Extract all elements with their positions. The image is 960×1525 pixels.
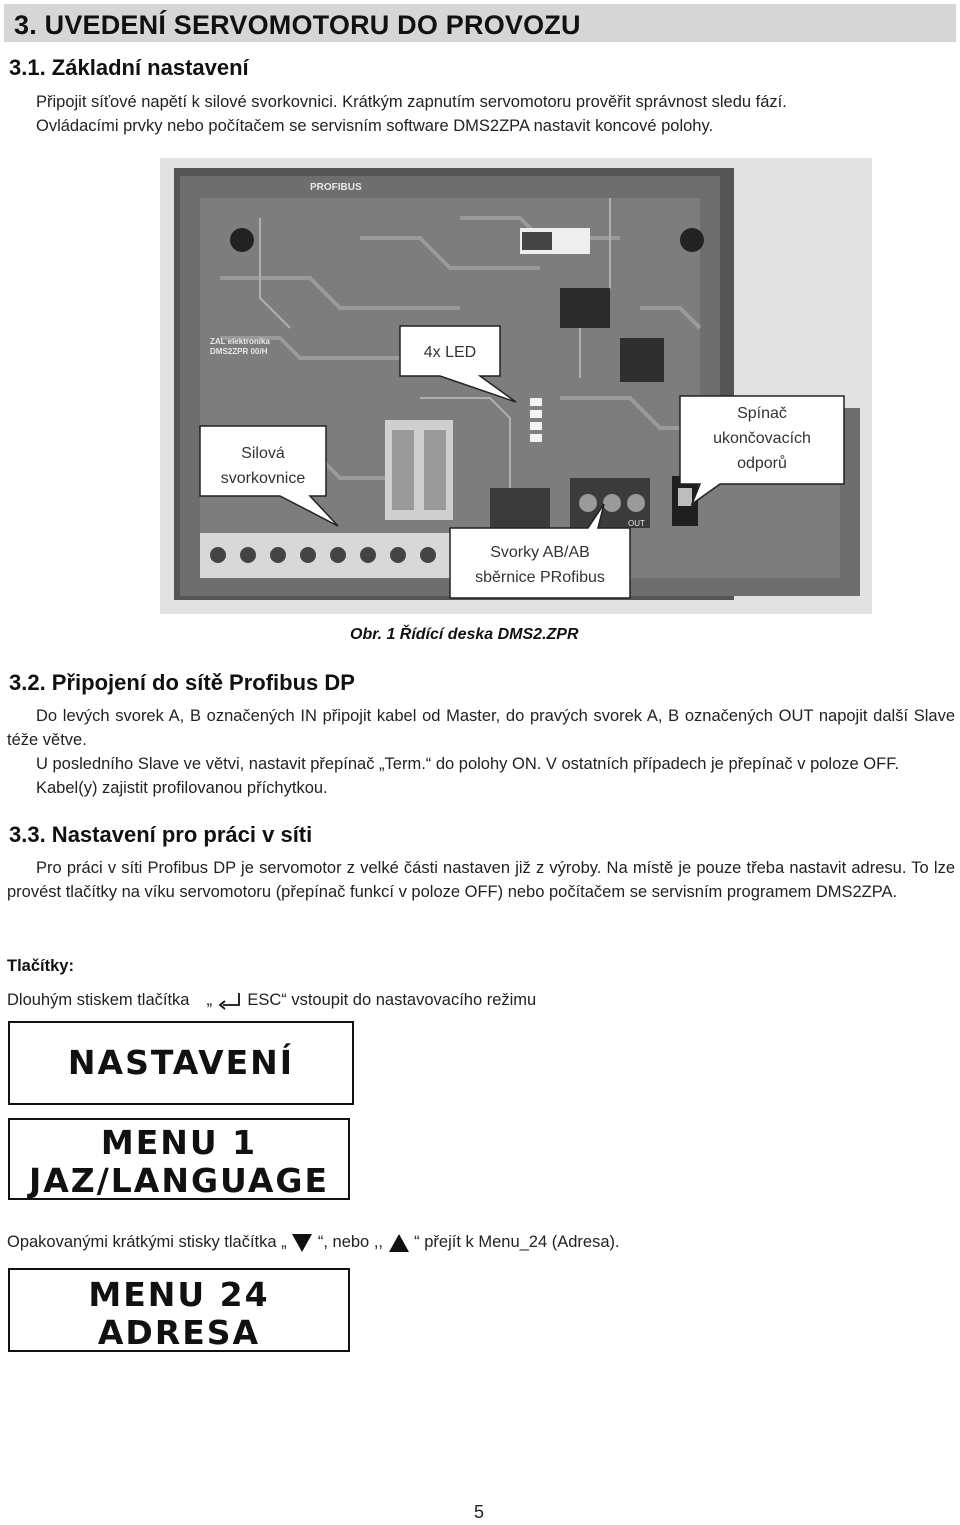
board-label: PROFIBUS xyxy=(310,182,362,193)
short-press-instruction xyxy=(7,1230,620,1254)
display-menu-1-line-1: MENU 1 xyxy=(100,1123,258,1162)
figure-caption: Obr. 1 Řídící deska DMS2.ZPR xyxy=(350,626,579,643)
s32-paragraph-3: Kabel(y) zajistit profilovanou příchytkou. xyxy=(36,779,328,797)
board-marking-2: DMS2ZPR 00/H xyxy=(210,347,268,356)
long-press-text-before: Dlouhým stiskem tlačítka xyxy=(7,991,190,1009)
board-out-label: OUT xyxy=(628,519,645,528)
display-nastaveni-line-1: NASTAVENÍ xyxy=(67,1043,295,1082)
display-menu-1 xyxy=(8,1118,350,1200)
short-press-text-before: Opakovanými krátkými stisky tlačítka xyxy=(7,1233,277,1251)
s32-paragraph-2: U posledního Slave ve větvi, nastavit přepínač „Term.“ do polohy ON. V ostatních případech je přepínač v poloze OFF. xyxy=(36,755,900,773)
s31-line-2: Ovládacími prvky nebo počítačem se servisním software DMS2ZPA nastavit koncové polohy. xyxy=(36,117,714,135)
callout-power-terminal-line-1: Silová xyxy=(241,445,285,462)
chapter-title: 3. UVEDENÍ SERVOMOTORU DO PROVOZU xyxy=(14,10,581,40)
s31-line-1: Připojit síťové napětí k silové svorkovnici. Krátkým zapnutím servomotoru prověřit správnost sledu fází. xyxy=(36,93,787,111)
display-menu-24 xyxy=(8,1268,350,1352)
callout-switch-line-3: odporů xyxy=(737,455,787,472)
s32-paragraph-1: Do levých svorek A, B označených IN připojit kabel od Master, do pravých svorek A, B označených OUT napojit další Slave téže větve. xyxy=(7,707,955,749)
display-menu-24-line-2: ADRESA xyxy=(97,1313,261,1352)
long-press-instruction xyxy=(7,988,536,1012)
callout-bus-line-2: sběrnice PRofibus xyxy=(475,569,605,586)
chapter-heading-bar xyxy=(4,4,956,42)
short-press-text-middle: “, nebo ,, xyxy=(317,1233,383,1251)
display-menu-24-line-1: MENU 24 xyxy=(88,1275,270,1314)
enter-esc-icon xyxy=(217,992,243,1010)
display-nastaveni xyxy=(8,1021,354,1105)
section-3-3-title: 3.3. Nastavení pro práci v síti xyxy=(9,822,313,847)
page-number: 5 xyxy=(474,1502,485,1522)
control-board-figure xyxy=(160,158,872,614)
display-menu-1-line-2: JAZ/LANGUAGE xyxy=(28,1161,330,1200)
down-arrow-icon xyxy=(291,1233,313,1253)
long-press-text-after: ESC“ vstoupit do nastavovacího režimu xyxy=(247,991,537,1009)
s33-paragraph-1: Pro práci v síti Profibus DP je servomotor z velké části nastaven již z výroby. Na místě je pouze třeba nastavit adresu. To lze provést tlačítky na víku servomotoru (přepínač funkcí v poloze OFF) nebo počítačem se servisním programem DMS2ZPA. xyxy=(7,859,955,901)
buttons-heading: Tlačítky: xyxy=(7,957,74,975)
callout-bus-line-1: Svorky AB/AB xyxy=(490,544,590,561)
section-3-1-title: 3.1. Základní nastavení xyxy=(9,55,249,80)
callout-power-terminal-line-2: svorkovnice xyxy=(220,470,306,487)
callout-switch-line-1: Spínač xyxy=(737,405,787,422)
up-arrow-icon xyxy=(388,1233,410,1253)
short-press-text-after: “ přejít k Menu_24 (Adresa). xyxy=(414,1233,620,1251)
section-3-2-title: 3.2. Připojení do sítě Profibus DP xyxy=(9,670,355,695)
callout-switch-line-2: ukončovacích xyxy=(713,430,811,447)
short-press-quote-open: „ xyxy=(281,1233,287,1251)
callout-led-label: 4x LED xyxy=(423,344,477,361)
long-press-quote-open: „ xyxy=(206,991,213,1009)
board-marking-1: ZAL elektronika xyxy=(210,337,270,346)
